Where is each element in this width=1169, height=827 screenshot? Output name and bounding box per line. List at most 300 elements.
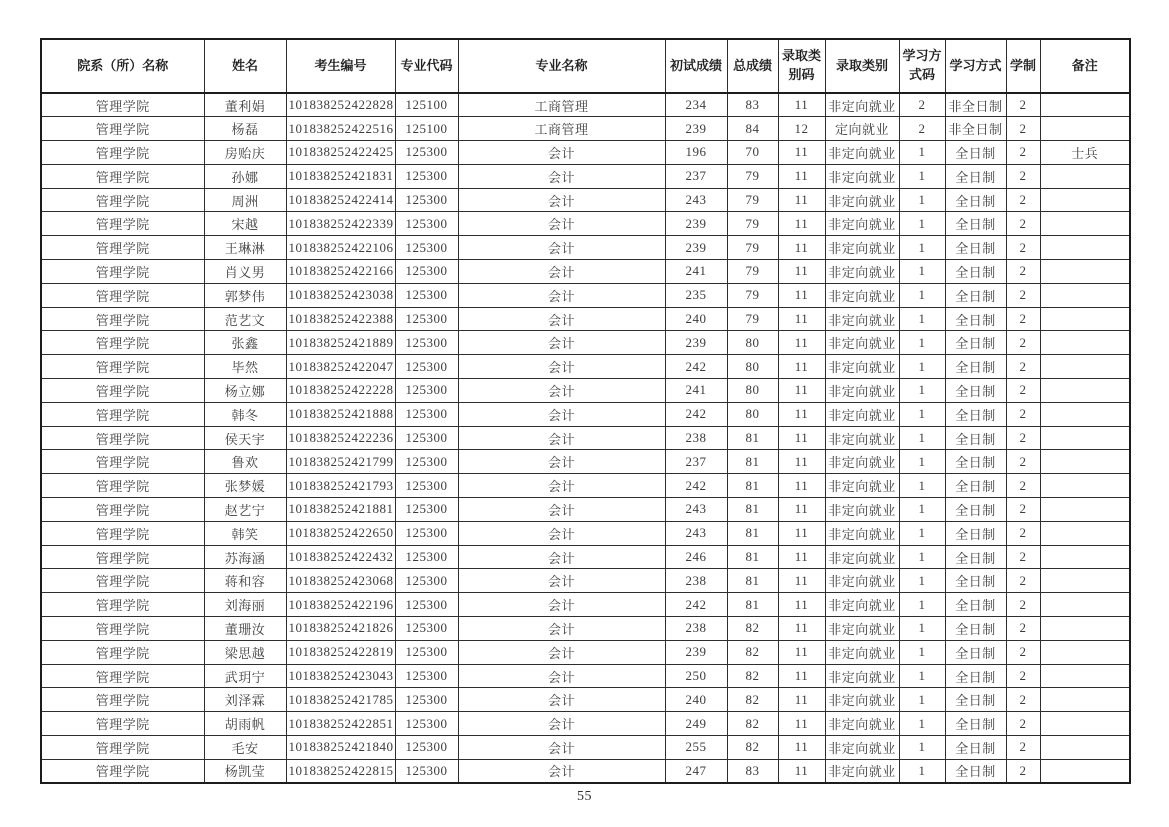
table-cell <box>1040 379 1130 403</box>
table-cell: 125300 <box>395 736 458 760</box>
table-cell: 非定向就业 <box>825 402 899 426</box>
table-cell: 101838252422516 <box>286 117 395 141</box>
table-row <box>41 188 1130 212</box>
table-cell: 125300 <box>395 283 458 307</box>
table-cell: 234 <box>665 93 727 117</box>
table-cell: 82 <box>727 736 778 760</box>
table-cell: 101838252422236 <box>286 426 395 450</box>
table-cell: 125300 <box>395 498 458 522</box>
table-cell: 81 <box>727 593 778 617</box>
table-cell <box>1040 521 1130 545</box>
table-cell: 会计 <box>458 664 665 688</box>
table-cell: 定向就业 <box>825 117 899 141</box>
table-cell: 11 <box>778 307 825 331</box>
table-cell: 非定向就业 <box>825 688 899 712</box>
table-cell: 管理学院 <box>41 640 204 664</box>
table-cell: 非定向就业 <box>825 759 899 783</box>
column-header-4: 专业名称 <box>458 39 665 93</box>
table-row <box>41 640 1130 664</box>
table-cell: 王琳淋 <box>204 236 286 260</box>
table-cell: 非定向就业 <box>825 307 899 331</box>
table-cell: 125100 <box>395 93 458 117</box>
table-cell: 11 <box>778 236 825 260</box>
table-cell: 196 <box>665 141 727 165</box>
table-cell: 1 <box>899 402 945 426</box>
table-cell: 239 <box>665 331 727 355</box>
table-cell: 房贻庆 <box>204 141 286 165</box>
table-cell: 11 <box>778 402 825 426</box>
table-cell: 125300 <box>395 617 458 641</box>
table-cell: 1 <box>899 688 945 712</box>
table-cell: 101838252422828 <box>286 93 395 117</box>
table-cell: 全日制 <box>945 593 1006 617</box>
table-cell: 董利娟 <box>204 93 286 117</box>
table-row <box>41 545 1130 569</box>
table-cell: 1 <box>899 640 945 664</box>
table-cell: 非定向就业 <box>825 736 899 760</box>
table-cell: 工商管理 <box>458 93 665 117</box>
table-cell: 79 <box>727 260 778 284</box>
table-cell: 非定向就业 <box>825 664 899 688</box>
table-cell: 管理学院 <box>41 569 204 593</box>
table-cell: 1 <box>899 521 945 545</box>
table-cell: 125300 <box>395 355 458 379</box>
table-cell: 240 <box>665 307 727 331</box>
table-cell: 239 <box>665 117 727 141</box>
table-cell: 11 <box>778 640 825 664</box>
table-cell: 11 <box>778 569 825 593</box>
table-cell: 2 <box>1006 688 1040 712</box>
table-cell: 1 <box>899 260 945 284</box>
table-cell: 管理学院 <box>41 355 204 379</box>
table-cell: 全日制 <box>945 283 1006 307</box>
table-cell: 管理学院 <box>41 498 204 522</box>
column-header-10: 学习方式 <box>945 39 1006 93</box>
table-cell: 会计 <box>458 307 665 331</box>
table-cell <box>1040 569 1130 593</box>
table-cell: 249 <box>665 712 727 736</box>
table-cell: 1 <box>899 141 945 165</box>
page-number: 55 <box>577 789 592 804</box>
table-cell: 张梦媛 <box>204 474 286 498</box>
table-cell: 81 <box>727 450 778 474</box>
table-cell: 125300 <box>395 450 458 474</box>
table-cell: 梁思越 <box>204 640 286 664</box>
table-cell: 管理学院 <box>41 521 204 545</box>
table-cell: 82 <box>727 640 778 664</box>
table-cell: 宋越 <box>204 212 286 236</box>
table-cell <box>1040 474 1130 498</box>
table-cell: 全日制 <box>945 664 1006 688</box>
table-cell: 张鑫 <box>204 331 286 355</box>
table-cell: 125300 <box>395 545 458 569</box>
table-cell: 毛安 <box>204 736 286 760</box>
table-cell <box>1040 93 1130 117</box>
table-cell: 杨立娜 <box>204 379 286 403</box>
table-cell: 125300 <box>395 236 458 260</box>
table-cell: 会计 <box>458 688 665 712</box>
table-cell: 125300 <box>395 212 458 236</box>
table-cell: 79 <box>727 236 778 260</box>
table-cell: 82 <box>727 664 778 688</box>
table-cell: 管理学院 <box>41 450 204 474</box>
table-cell: 80 <box>727 379 778 403</box>
table-cell: 81 <box>727 474 778 498</box>
table-cell: 125300 <box>395 521 458 545</box>
table-cell: 全日制 <box>945 307 1006 331</box>
table-cell: 101838252423043 <box>286 664 395 688</box>
table-cell: 239 <box>665 640 727 664</box>
table-cell: 全日制 <box>945 141 1006 165</box>
table-cell: 101838252422432 <box>286 545 395 569</box>
table-cell: 非定向就业 <box>825 260 899 284</box>
table-cell: 125300 <box>395 402 458 426</box>
table-cell: 2 <box>1006 260 1040 284</box>
table-cell <box>1040 712 1130 736</box>
table-cell: 2 <box>1006 426 1040 450</box>
table-cell: 1 <box>899 212 945 236</box>
table-cell: 11 <box>778 379 825 403</box>
table-cell: 238 <box>665 569 727 593</box>
table-cell: 82 <box>727 617 778 641</box>
table-cell: 全日制 <box>945 331 1006 355</box>
table-cell: 125300 <box>395 164 458 188</box>
table-cell: 周洲 <box>204 188 286 212</box>
table-cell: 蒋和容 <box>204 569 286 593</box>
table-cell: 管理学院 <box>41 712 204 736</box>
table-cell <box>1040 164 1130 188</box>
table-cell: 239 <box>665 212 727 236</box>
table-cell: 1 <box>899 355 945 379</box>
table-cell: 非定向就业 <box>825 93 899 117</box>
table-cell: 238 <box>665 426 727 450</box>
table-cell: 1 <box>899 164 945 188</box>
table-cell: 管理学院 <box>41 688 204 712</box>
table-cell: 1 <box>899 569 945 593</box>
table-cell: 2 <box>1006 759 1040 783</box>
table-cell: 101838252421793 <box>286 474 395 498</box>
table-row <box>41 307 1130 331</box>
table-cell: 2 <box>1006 450 1040 474</box>
table-cell: 11 <box>778 331 825 355</box>
table-cell: 11 <box>778 688 825 712</box>
table-cell: 管理学院 <box>41 283 204 307</box>
table-cell: 11 <box>778 545 825 569</box>
table-cell: 2 <box>1006 164 1040 188</box>
table-cell: 会计 <box>458 498 665 522</box>
table-cell: 125300 <box>395 307 458 331</box>
table-cell: 会计 <box>458 283 665 307</box>
table-cell: 全日制 <box>945 426 1006 450</box>
table-cell: 11 <box>778 283 825 307</box>
table-cell: 韩笑 <box>204 521 286 545</box>
table-cell: 董珊汝 <box>204 617 286 641</box>
table-cell <box>1040 498 1130 522</box>
column-header-5: 初试成绩 <box>665 39 727 93</box>
table-cell: 会计 <box>458 355 665 379</box>
table-cell: 非定向就业 <box>825 283 899 307</box>
table-cell: 101838252422425 <box>286 141 395 165</box>
table-cell: 全日制 <box>945 521 1006 545</box>
table-cell: 125300 <box>395 759 458 783</box>
table-cell: 11 <box>778 141 825 165</box>
table-cell: 全日制 <box>945 545 1006 569</box>
table-cell: 管理学院 <box>41 736 204 760</box>
table-cell: 管理学院 <box>41 141 204 165</box>
table-cell: 管理学院 <box>41 117 204 141</box>
table-cell: 237 <box>665 450 727 474</box>
table-cell: 全日制 <box>945 617 1006 641</box>
table-cell: 非定向就业 <box>825 498 899 522</box>
table-cell: 刘海丽 <box>204 593 286 617</box>
table-cell <box>1040 426 1130 450</box>
table-cell: 101838252422047 <box>286 355 395 379</box>
column-header-9: 学习方式码 <box>899 39 945 93</box>
column-header-2: 考生编号 <box>286 39 395 93</box>
table-cell: 2 <box>1006 521 1040 545</box>
table-cell: 非定向就业 <box>825 712 899 736</box>
table-cell: 全日制 <box>945 688 1006 712</box>
table-cell: 全日制 <box>945 260 1006 284</box>
table-cell <box>1040 188 1130 212</box>
table-cell: 非定向就业 <box>825 426 899 450</box>
table-cell: 管理学院 <box>41 212 204 236</box>
table-cell: 全日制 <box>945 164 1006 188</box>
table-cell: 会计 <box>458 593 665 617</box>
table-cell: 2 <box>1006 117 1040 141</box>
table-header <box>41 39 1130 93</box>
column-header-12: 备注 <box>1040 39 1130 93</box>
table-cell: 242 <box>665 402 727 426</box>
table-cell: 2 <box>1006 402 1040 426</box>
table-row <box>41 593 1130 617</box>
table-cell: 11 <box>778 212 825 236</box>
table-cell: 非定向就业 <box>825 474 899 498</box>
table-cell: 2 <box>1006 617 1040 641</box>
table-cell: 79 <box>727 164 778 188</box>
table-cell: 会计 <box>458 379 665 403</box>
table-cell: 101838252422650 <box>286 521 395 545</box>
table-cell: 81 <box>727 545 778 569</box>
table-cell: 赵艺宁 <box>204 498 286 522</box>
table-cell: 管理学院 <box>41 664 204 688</box>
table-cell: 2 <box>1006 712 1040 736</box>
table-cell: 会计 <box>458 236 665 260</box>
table-cell: 125300 <box>395 188 458 212</box>
table-cell: 2 <box>1006 307 1040 331</box>
table-cell: 2 <box>1006 664 1040 688</box>
table-body <box>41 93 1130 783</box>
table-row <box>41 236 1130 260</box>
table-cell: 1 <box>899 617 945 641</box>
table-cell: 1 <box>899 307 945 331</box>
table-cell: 125300 <box>395 331 458 355</box>
table-cell <box>1040 355 1130 379</box>
table-cell <box>1040 117 1130 141</box>
table-cell: 79 <box>727 283 778 307</box>
table-cell: 1 <box>899 331 945 355</box>
table-cell: 2 <box>1006 93 1040 117</box>
table-cell: 非定向就业 <box>825 379 899 403</box>
table-cell: 79 <box>727 188 778 212</box>
table-cell: 125300 <box>395 569 458 593</box>
table-cell: 1 <box>899 664 945 688</box>
table-row <box>41 474 1130 498</box>
table-cell: 101838252422851 <box>286 712 395 736</box>
table-cell: 1 <box>899 474 945 498</box>
table-cell: 全日制 <box>945 379 1006 403</box>
table-cell: 2 <box>1006 355 1040 379</box>
table-cell: 101838252421785 <box>286 688 395 712</box>
table-cell: 非定向就业 <box>825 188 899 212</box>
table-cell: 会计 <box>458 450 665 474</box>
column-header-3: 专业代码 <box>395 39 458 93</box>
table-cell: 125300 <box>395 426 458 450</box>
table-cell: 1 <box>899 450 945 474</box>
table-row <box>41 117 1130 141</box>
table-cell: 非定向就业 <box>825 545 899 569</box>
table-cell: 会计 <box>458 759 665 783</box>
table-cell: 11 <box>778 93 825 117</box>
table-cell: 125300 <box>395 688 458 712</box>
table-cell: 12 <box>778 117 825 141</box>
column-header-11: 学制 <box>1006 39 1040 93</box>
table-cell: 241 <box>665 379 727 403</box>
table-cell: 会计 <box>458 212 665 236</box>
table-cell: 101838252422106 <box>286 236 395 260</box>
table-cell: 239 <box>665 236 727 260</box>
table-cell: 全日制 <box>945 355 1006 379</box>
column-header-6: 总成绩 <box>727 39 778 93</box>
table-cell: 2 <box>1006 379 1040 403</box>
table-cell: 全日制 <box>945 188 1006 212</box>
table-cell: 247 <box>665 759 727 783</box>
table-cell: 101838252423038 <box>286 283 395 307</box>
table-cell: 胡雨帆 <box>204 712 286 736</box>
table-cell: 125300 <box>395 664 458 688</box>
table-cell: 非定向就业 <box>825 640 899 664</box>
table-cell: 101838252421831 <box>286 164 395 188</box>
table-cell: 武玥宁 <box>204 664 286 688</box>
table-cell: 82 <box>727 688 778 712</box>
table-cell: 243 <box>665 498 727 522</box>
table-cell: 2 <box>1006 283 1040 307</box>
table-cell: 全日制 <box>945 402 1006 426</box>
table-cell: 101838252422196 <box>286 593 395 617</box>
table-row <box>41 164 1130 188</box>
table-row <box>41 212 1130 236</box>
table-cell: 11 <box>778 188 825 212</box>
table-cell: 非定向就业 <box>825 450 899 474</box>
table-cell: 范艺文 <box>204 307 286 331</box>
table-cell: 韩冬 <box>204 402 286 426</box>
table-cell <box>1040 260 1130 284</box>
table-row <box>41 355 1130 379</box>
table-cell: 241 <box>665 260 727 284</box>
table-cell: 管理学院 <box>41 188 204 212</box>
table-cell: 非全日制 <box>945 93 1006 117</box>
table-row <box>41 402 1130 426</box>
table-row <box>41 736 1130 760</box>
table-cell: 246 <box>665 545 727 569</box>
table-cell: 非定向就业 <box>825 521 899 545</box>
table-cell: 2 <box>1006 593 1040 617</box>
table-cell: 会计 <box>458 569 665 593</box>
table-row <box>41 521 1130 545</box>
table-cell: 70 <box>727 141 778 165</box>
table-cell: 2 <box>1006 474 1040 498</box>
table-cell <box>1040 450 1130 474</box>
table-cell: 全日制 <box>945 498 1006 522</box>
table-cell: 255 <box>665 736 727 760</box>
table-cell <box>1040 617 1130 641</box>
table-cell: 11 <box>778 474 825 498</box>
table-cell: 全日制 <box>945 569 1006 593</box>
table-cell <box>1040 545 1130 569</box>
table-cell: 125300 <box>395 712 458 736</box>
table-cell: 79 <box>727 212 778 236</box>
table-cell: 2 <box>1006 331 1040 355</box>
table-cell <box>1040 236 1130 260</box>
table-cell: 101838252422228 <box>286 379 395 403</box>
table-cell: 101838252421840 <box>286 736 395 760</box>
table-cell: 非定向就业 <box>825 164 899 188</box>
table-cell: 全日制 <box>945 236 1006 260</box>
table-cell: 1 <box>899 236 945 260</box>
table-cell: 刘泽霖 <box>204 688 286 712</box>
table-cell: 125300 <box>395 141 458 165</box>
table-cell: 鲁欢 <box>204 450 286 474</box>
table-cell: 2 <box>1006 236 1040 260</box>
table-cell: 全日制 <box>945 759 1006 783</box>
table-cell <box>1040 212 1130 236</box>
table-row <box>41 498 1130 522</box>
table-cell: 郭梦伟 <box>204 283 286 307</box>
table-cell: 235 <box>665 283 727 307</box>
table-cell: 全日制 <box>945 212 1006 236</box>
table-cell: 会计 <box>458 402 665 426</box>
table-cell: 81 <box>727 498 778 522</box>
table-cell: 管理学院 <box>41 474 204 498</box>
table-cell: 1 <box>899 498 945 522</box>
table-cell: 非定向就业 <box>825 617 899 641</box>
table-cell: 11 <box>778 617 825 641</box>
table-cell: 238 <box>665 617 727 641</box>
table-cell: 非定向就业 <box>825 212 899 236</box>
table-cell: 管理学院 <box>41 759 204 783</box>
table-row <box>41 379 1130 403</box>
table-cell: 1 <box>899 593 945 617</box>
table-cell: 1 <box>899 712 945 736</box>
table-cell: 125300 <box>395 260 458 284</box>
table-row <box>41 331 1130 355</box>
table-cell: 会计 <box>458 640 665 664</box>
table-cell: 管理学院 <box>41 426 204 450</box>
table-cell: 11 <box>778 164 825 188</box>
table-cell: 非定向就业 <box>825 331 899 355</box>
table-cell: 会计 <box>458 521 665 545</box>
table-cell <box>1040 593 1130 617</box>
table-cell: 11 <box>778 426 825 450</box>
table-cell: 125300 <box>395 379 458 403</box>
table-cell: 125300 <box>395 593 458 617</box>
table-cell: 1 <box>899 426 945 450</box>
table-cell: 管理学院 <box>41 402 204 426</box>
table-cell: 243 <box>665 188 727 212</box>
table-row <box>41 569 1130 593</box>
table-cell: 125100 <box>395 117 458 141</box>
table-row <box>41 712 1130 736</box>
